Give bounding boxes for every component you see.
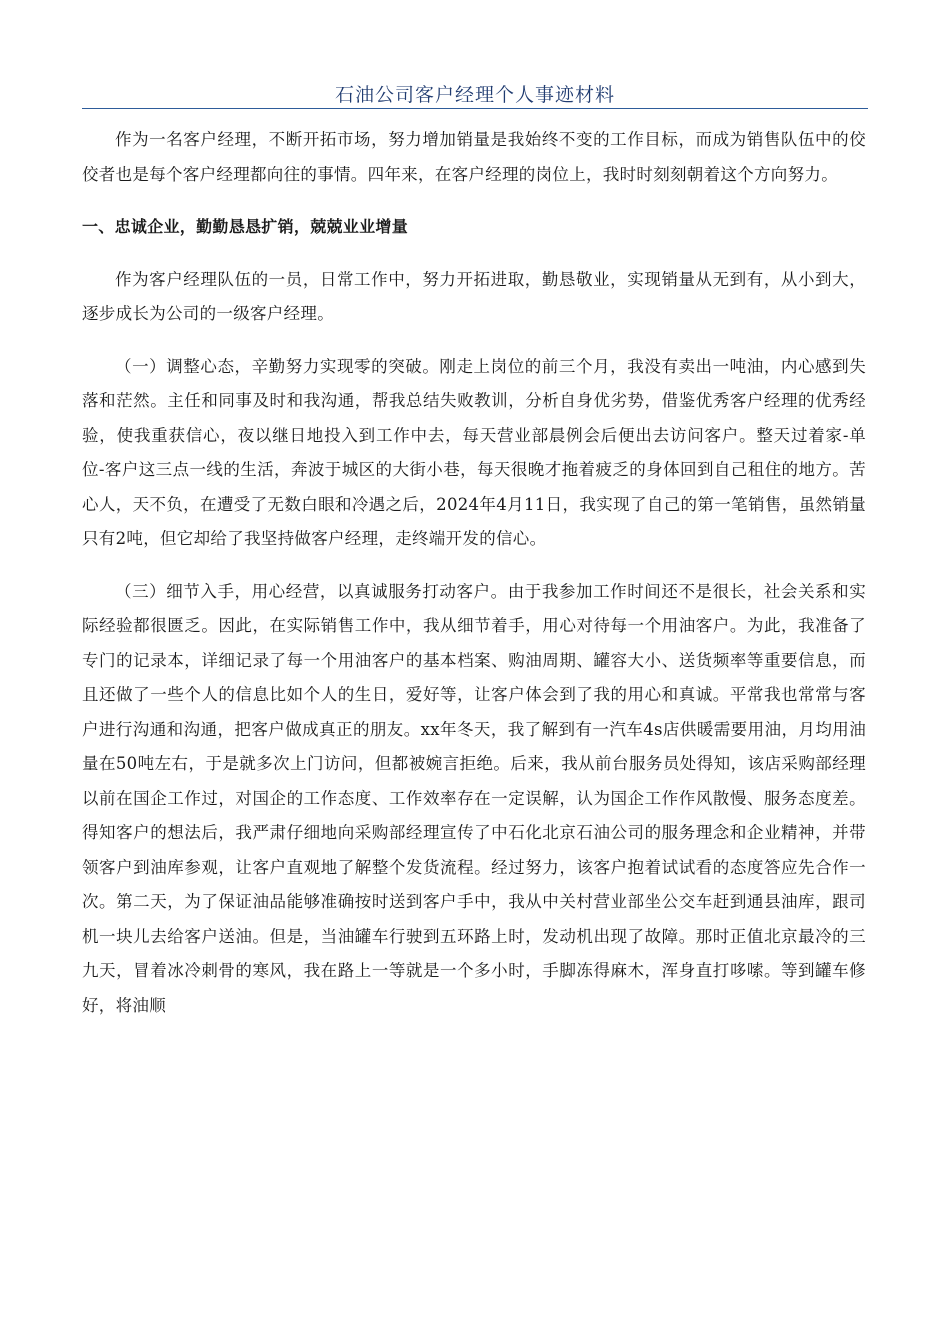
section-heading: 一、忠诚企业，勤勤恳恳扩销，兢兢业业增量 [82,217,409,236]
part-one-paragraph: （一）调整心态，辛勤努力实现零的突破。刚走上岗位的前三个月，我没有卖出一吨油，内心感到失落和茫然。主任和同事及时和我沟通，帮我总结失败教训，分析自身优劣势，借鉴优秀客户经理的优秀经验，使我重获信心，夜以继日地投入到工作中去，每天营业部晨例会后便出去访问客户。整天过着家-单位-客户这三点一线的生活，奔波于城区的大街小巷，每天很晚才拖着疲乏的身体回到自己租住的地方。苦心人，天不负，在遭受了无数白眼和冷遇之后，2024年4月11日，我实现了自己的第一笔销售，虽然销量只有2吨，但它却给了我坚持做客户经理，走终端开发的信心。 [82,356,866,548]
document-body [82,123,866,1041]
section-intro-paragraph: 作为客户经理队伍的一员，日常工作中，努力开拓进取，勤恳敬业，实现销量从无到有，从小到大，逐步成长为公司的一级客户经理。 [82,269,866,323]
title-underline [82,108,868,109]
document-title: 石油公司客户经理个人事迹材料 [334,84,615,106]
intro-paragraph: 作为一名客户经理，不断开拓市场，努力增加销量是我始终不变的工作目标，而成为销售队伍中的佼佼者也是每个客户经理都向往的事情。四年来，在客户经理的岗位上，我时时刻刻朝着这个方向努力。 [82,130,866,184]
part-three-paragraph: （三）细节入手，用心经营，以真诚服务打动客户。由于我参加工作时间还不是很长，社会关系和实际经验都很匮乏。因此，在实际销售工作中，我从细节着手，用心对待每一个用油客户。为此，我准备了专门的记录本，详细记录了每一个用油客户的基本档案、购油周期、罐容大小、送货频率等重要信息，而且还做了一些个人的信息比如个人的生日，爱好等，让客户体会到了我的用心和真诚。平常我也常常与客户进行沟通和沟通，把客户做成真正的朋友。xx年冬天，我了解到有一汽车4s店供暖需要用油，月均用油量在50吨左右，于是就多次上门访问，但都被婉言拒绝。后来，我从前台服务员处得知，该店采购部经理以前在国企工作过，对国企的工作态度、工作效率存在一定误解，认为国企工作作风散慢、服务态度差。得知客户的想法后，我严肃仔细地向采购部经理宣传了中石化北京石油公司的服务理念和企业精神，并带领客户到油库参观，让客户直观地了解整个发货流程。经过努力，该客户抱着试试看的态度答应先合作一次。第二天，为了保证油品能够准确按时送到客户手中，我从中关村营业部坐公交车赶到通县油库，跟司机一块儿去给客户送油。但是，当油罐车行驶到五环路上时，发动机出现了故障。那时正值北京最冷的三九天，冒着冰冷刺骨的寒风，我在路上一等就是一个多小时，手脚冻得麻木，浑身直打哆嗦。等到罐车修好，将油顺 [82,581,866,1015]
